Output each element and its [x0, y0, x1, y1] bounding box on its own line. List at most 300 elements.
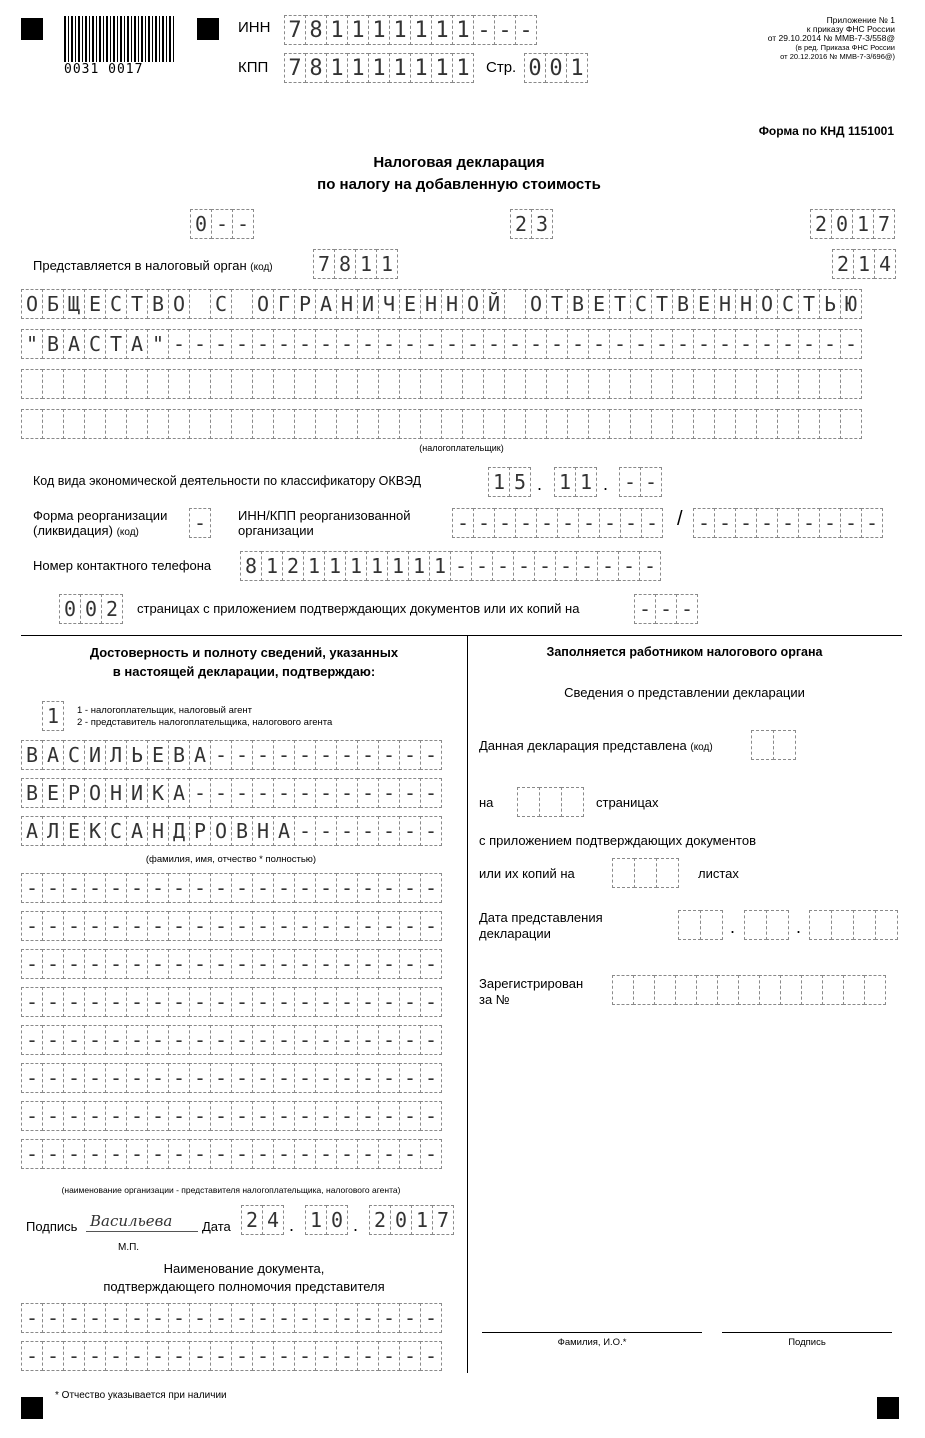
taxpayer-caption: (налогоплательщик) — [419, 443, 504, 453]
char-cell: - — [557, 508, 579, 538]
with-docs-label: с приложением подтверждающих документов — [479, 833, 756, 848]
char-cell: А — [126, 816, 148, 846]
char-cell — [756, 409, 778, 439]
char-cell: О — [756, 289, 778, 319]
char-cell: - — [357, 1101, 379, 1131]
char-cell — [252, 369, 274, 399]
char-cell: - — [189, 1025, 211, 1055]
char-cell: - — [819, 329, 841, 359]
char-cell: В — [42, 329, 64, 359]
char-cell — [773, 730, 796, 760]
char-cell: - — [21, 1025, 43, 1055]
char-cell: 1 — [566, 53, 588, 83]
char-cell: - — [357, 1139, 379, 1169]
char-cell: - — [210, 873, 232, 903]
char-cell: - — [168, 1025, 190, 1055]
char-cell: - — [630, 329, 652, 359]
char-cell: - — [294, 911, 316, 941]
signer-patronymic-field[interactable] — [21, 816, 441, 846]
char-cell — [315, 409, 337, 439]
char-cell: - — [655, 594, 677, 624]
tax-authority-code-field[interactable] — [313, 249, 397, 279]
char-cell: - — [471, 551, 493, 581]
char-cell: - — [378, 911, 400, 941]
char-cell: - — [84, 873, 106, 903]
char-cell: - — [294, 987, 316, 1017]
tax-office-heading: Заполняется работником налогового органа — [546, 645, 823, 659]
char-cell: - — [357, 1303, 379, 1333]
char-cell: В — [672, 289, 694, 319]
char-cell: - — [105, 1303, 127, 1333]
char-cell: 1 — [368, 15, 390, 45]
confirm-heading-2: в настоящей декларации, подтверждаю: — [112, 664, 376, 679]
char-cell: - — [21, 1063, 43, 1093]
corner-mark-top-left — [21, 18, 43, 40]
char-cell: - — [252, 911, 274, 941]
char-cell: 1 — [410, 15, 432, 45]
char-cell: 0 — [59, 594, 81, 624]
reorg-form-label-2: (ликвидация) (код) — [33, 523, 139, 538]
pages-count-field[interactable] — [59, 594, 122, 624]
signer-code-field[interactable] — [42, 701, 63, 731]
char-cell — [189, 409, 211, 439]
char-cell — [525, 409, 547, 439]
char-cell — [630, 409, 652, 439]
char-cell: - — [378, 949, 400, 979]
char-cell: - — [515, 15, 537, 45]
submitted-code-field[interactable] — [751, 730, 795, 760]
char-cell — [693, 369, 715, 399]
char-cell: - — [378, 778, 400, 808]
char-cell: - — [126, 987, 148, 1017]
char-cell: - — [273, 911, 295, 941]
char-cell: 0 — [190, 209, 212, 239]
char-cell: 8 — [305, 53, 327, 83]
char-cell: Н — [735, 289, 757, 319]
char-cell: - — [315, 949, 337, 979]
org-name-line-2[interactable] — [21, 911, 441, 941]
char-cell: 1 — [326, 53, 348, 83]
char-cell: - — [63, 1063, 85, 1093]
char-cell — [147, 409, 169, 439]
char-cell: - — [84, 1341, 106, 1371]
taxpayer-name-line-2[interactable] — [21, 329, 861, 359]
char-cell: 7 — [432, 1205, 454, 1235]
char-cell: - — [63, 1139, 85, 1169]
char-cell: - — [578, 508, 600, 538]
char-cell: В — [21, 740, 43, 770]
char-cell: - — [315, 1341, 337, 1371]
char-cell: - — [168, 1303, 190, 1333]
char-cell: 1 — [554, 467, 576, 497]
char-cell: - — [399, 987, 421, 1017]
char-cell: - — [452, 508, 474, 538]
char-cell: В — [231, 816, 253, 846]
char-cell: - — [42, 911, 64, 941]
char-cell: - — [189, 1139, 211, 1169]
sheets-count-field[interactable] — [634, 594, 697, 624]
char-cell: - — [473, 15, 495, 45]
char-cell — [399, 369, 421, 399]
char-cell: - — [315, 1063, 337, 1093]
char-cell: 1 — [345, 551, 367, 581]
char-cell — [378, 369, 400, 399]
okved-dot-1: . — [537, 474, 543, 494]
char-cell: - — [336, 1101, 358, 1131]
char-cell — [357, 409, 379, 439]
char-cell: - — [84, 1139, 106, 1169]
char-cell — [819, 369, 841, 399]
char-cell: - — [420, 329, 442, 359]
annex-line: от 20.12.2016 № ММВ-7-3/696@) — [780, 52, 895, 61]
char-cell — [609, 369, 631, 399]
char-cell: - — [210, 949, 232, 979]
char-cell: - — [273, 873, 295, 903]
char-cell: - — [126, 1341, 148, 1371]
registration-number-field[interactable] — [612, 975, 885, 1005]
char-cell: - — [336, 1139, 358, 1169]
char-cell: - — [676, 594, 698, 624]
char-cell: А — [21, 816, 43, 846]
char-cell: - — [336, 816, 358, 846]
char-cell — [819, 409, 841, 439]
correction-number-field[interactable] — [190, 209, 253, 239]
char-cell: 4 — [262, 1205, 284, 1235]
submission-date-dot-2: . — [796, 917, 802, 937]
char-cell: - — [336, 778, 358, 808]
char-cell — [336, 369, 358, 399]
fio-line — [482, 1332, 702, 1333]
taxpayer-name-line-1[interactable] — [21, 289, 861, 319]
char-cell: - — [105, 1025, 127, 1055]
char-cell: 1 — [410, 53, 432, 83]
char-cell: - — [252, 949, 274, 979]
char-cell: - — [147, 1303, 169, 1333]
char-cell — [756, 369, 778, 399]
char-cell: - — [576, 551, 598, 581]
char-cell: - — [756, 508, 778, 538]
char-cell: 1 — [347, 53, 369, 83]
char-cell: - — [210, 1139, 232, 1169]
char-cell: - — [357, 949, 379, 979]
char-cell: 2 — [282, 551, 304, 581]
authority-doc-line-2[interactable] — [21, 1341, 441, 1371]
char-cell: - — [84, 1025, 106, 1055]
char-cell: - — [210, 1303, 232, 1333]
char-cell: - — [231, 1025, 253, 1055]
char-cell: О — [252, 289, 274, 319]
char-cell: - — [420, 816, 442, 846]
char-cell: Е — [63, 816, 85, 846]
char-cell: - — [357, 911, 379, 941]
char-cell: - — [399, 1101, 421, 1131]
char-cell: - — [105, 987, 127, 1017]
char-cell: - — [273, 987, 295, 1017]
char-cell: - — [336, 949, 358, 979]
char-cell: - — [336, 329, 358, 359]
corner-mark-bottom-right — [877, 1397, 899, 1419]
char-cell: 2 — [810, 209, 832, 239]
office-sheets-field[interactable] — [612, 858, 678, 888]
char-cell: - — [189, 911, 211, 941]
kpp-field[interactable] — [284, 53, 473, 83]
char-cell: - — [231, 911, 253, 941]
char-cell: - — [534, 551, 556, 581]
org-name-line-3[interactable] — [21, 949, 441, 979]
char-cell: - — [126, 911, 148, 941]
char-cell — [539, 787, 562, 817]
okved-label: Код вида экономической деятельности по классификатору ОКВЭД — [33, 474, 422, 488]
char-cell: - — [168, 987, 190, 1017]
reporting-year-field[interactable] — [810, 209, 894, 239]
char-cell: - — [252, 987, 274, 1017]
char-cell: 1 — [389, 15, 411, 45]
char-cell — [735, 369, 757, 399]
char-cell: - — [84, 949, 106, 979]
char-cell — [612, 975, 634, 1005]
officer-signature-caption: Подпись — [788, 1337, 826, 1348]
char-cell: - — [378, 987, 400, 1017]
char-cell: - — [21, 1341, 43, 1371]
char-cell: Н — [714, 289, 736, 319]
char-cell: - — [168, 1063, 190, 1093]
char-cell: С — [105, 816, 127, 846]
taxpayer-name-line-3[interactable] — [21, 369, 861, 399]
char-cell — [717, 975, 739, 1005]
char-cell — [798, 409, 820, 439]
char-cell: 1 — [387, 551, 409, 581]
char-cell — [294, 369, 316, 399]
authority-doc-line-1[interactable] — [21, 1303, 441, 1333]
org-name-line-4[interactable] — [21, 987, 441, 1017]
char-cell — [798, 369, 820, 399]
char-cell: - — [294, 1101, 316, 1131]
char-cell: - — [315, 1303, 337, 1333]
org-name-line-6[interactable] — [21, 1063, 441, 1093]
char-cell: - — [618, 551, 640, 581]
reorg-kpp-field[interactable] — [693, 508, 882, 538]
annex-line: от 29.10.2014 № ММВ-7-3/558@ — [767, 33, 895, 43]
char-cell: 1 — [452, 15, 474, 45]
char-cell: Т — [609, 289, 631, 319]
inn-field[interactable] — [284, 15, 536, 45]
char-cell: 1 — [261, 551, 283, 581]
char-cell — [714, 409, 736, 439]
char-cell — [42, 369, 64, 399]
char-cell: А — [42, 740, 64, 770]
char-cell: - — [84, 987, 106, 1017]
char-cell: - — [210, 1063, 232, 1093]
char-cell: - — [21, 1139, 43, 1169]
char-cell: 8 — [305, 15, 327, 45]
char-cell: - — [378, 1341, 400, 1371]
char-cell: - — [189, 1341, 211, 1371]
section-divider — [21, 635, 902, 636]
taxpayer-name-line-4[interactable] — [21, 409, 861, 439]
char-cell: - — [420, 873, 442, 903]
char-cell: - — [693, 508, 715, 538]
char-cell — [759, 975, 781, 1005]
char-cell: - — [273, 1303, 295, 1333]
corner-mark-top-center — [197, 18, 219, 40]
char-cell — [462, 369, 484, 399]
signer-surname-field[interactable] — [21, 740, 441, 770]
org-name-line-7[interactable] — [21, 1101, 441, 1131]
location-code-field[interactable] — [832, 249, 895, 279]
tax-period-field[interactable] — [510, 209, 552, 239]
char-cell — [546, 369, 568, 399]
reorg-form-label-1: Форма реорганизации — [33, 508, 168, 523]
char-cell: - — [294, 778, 316, 808]
sign-date-dot-2: . — [353, 1215, 359, 1235]
char-cell: - — [147, 1341, 169, 1371]
char-cell: 1 — [431, 53, 453, 83]
char-cell — [399, 409, 421, 439]
char-cell: - — [210, 329, 232, 359]
char-cell: 1 — [305, 1205, 327, 1235]
char-cell: - — [84, 911, 106, 941]
char-cell: - — [515, 508, 537, 538]
okved-field-b[interactable] — [554, 467, 596, 497]
submission-date-year[interactable] — [809, 910, 897, 940]
char-cell: - — [252, 740, 274, 770]
okved-field-c[interactable] — [619, 467, 661, 497]
char-cell: - — [105, 1139, 127, 1169]
char-cell: 2 — [101, 594, 123, 624]
kpp-label: КПП — [238, 59, 269, 76]
org-name-line-8[interactable] — [21, 1139, 441, 1169]
char-cell: - — [147, 1101, 169, 1131]
char-cell: - — [840, 508, 862, 538]
char-cell: - — [273, 778, 295, 808]
char-cell: - — [399, 816, 421, 846]
char-cell: - — [315, 740, 337, 770]
page-number-field[interactable] — [524, 53, 587, 83]
char-cell: - — [189, 778, 211, 808]
char-cell: - — [399, 1063, 421, 1093]
char-cell: - — [21, 949, 43, 979]
char-cell — [656, 858, 679, 888]
reorg-inn-field[interactable] — [452, 508, 662, 538]
org-name-line-1[interactable] — [21, 873, 441, 903]
char-cell — [441, 369, 463, 399]
char-cell: - — [420, 1303, 442, 1333]
char-cell — [105, 369, 127, 399]
char-cell: - — [357, 1063, 379, 1093]
char-cell — [189, 289, 211, 319]
char-cell: - — [378, 329, 400, 359]
registered-label-2: за № — [479, 992, 510, 1007]
char-cell: - — [210, 778, 232, 808]
char-cell: - — [777, 508, 799, 538]
char-cell: 1 — [355, 249, 377, 279]
reorg-slash: / — [677, 508, 683, 530]
signer-option-2: 2 - представитель налогоплательщика, налогового агента — [77, 717, 333, 728]
sheets-label: листах — [698, 866, 739, 881]
sign-date-month[interactable] — [305, 1205, 347, 1235]
char-cell — [294, 409, 316, 439]
char-cell — [252, 409, 274, 439]
char-cell: Н — [420, 289, 442, 319]
char-cell: - — [252, 1101, 274, 1131]
okved-field-a[interactable] — [488, 467, 530, 497]
submission-date-month[interactable] — [744, 910, 788, 940]
char-cell: - — [42, 1101, 64, 1131]
char-cell — [777, 409, 799, 439]
char-cell: - — [84, 1063, 106, 1093]
char-cell: - — [735, 329, 757, 359]
char-cell: - — [252, 778, 274, 808]
char-cell: - — [336, 1063, 358, 1093]
org-name-line-5[interactable] — [21, 1025, 441, 1055]
char-cell: - — [21, 1303, 43, 1333]
char-cell: - — [168, 1341, 190, 1371]
char-cell — [273, 369, 295, 399]
char-cell: - — [399, 1025, 421, 1055]
char-cell: С — [777, 289, 799, 319]
char-cell: - — [189, 987, 211, 1017]
submission-date-day[interactable] — [678, 910, 722, 940]
char-cell: - — [420, 1025, 442, 1055]
char-cell: 3 — [531, 209, 553, 239]
sign-date-day[interactable] — [241, 1205, 283, 1235]
reorg-form-field[interactable] — [189, 508, 210, 538]
char-cell: - — [189, 329, 211, 359]
reorg-inn-label-2: организации — [238, 523, 314, 538]
char-cell: - — [294, 329, 316, 359]
char-cell: - — [639, 551, 661, 581]
char-cell: - — [210, 740, 232, 770]
char-cell: А — [273, 816, 295, 846]
confirm-heading-1: Достоверность и полноту сведений, указанных — [89, 645, 399, 660]
char-cell: - — [861, 508, 883, 538]
char-cell — [567, 409, 589, 439]
phone-field[interactable] — [240, 551, 660, 581]
char-cell: 1 — [324, 551, 346, 581]
officer-signature-line — [722, 1332, 892, 1333]
char-cell: - — [294, 949, 316, 979]
char-cell — [126, 409, 148, 439]
column-divider — [467, 635, 468, 1373]
char-cell: - — [126, 1303, 148, 1333]
char-cell: В — [168, 740, 190, 770]
sign-date-year[interactable] — [369, 1205, 453, 1235]
char-cell: 1 — [429, 551, 451, 581]
char-cell: - — [399, 329, 421, 359]
char-cell: - — [473, 508, 495, 538]
char-cell: - — [609, 329, 631, 359]
char-cell: 0 — [831, 209, 853, 239]
char-cell: - — [63, 1025, 85, 1055]
char-cell: В — [567, 289, 589, 319]
char-cell: - — [63, 949, 85, 979]
char-cell: - — [126, 873, 148, 903]
char-cell: - — [378, 1025, 400, 1055]
char-cell: - — [189, 1063, 211, 1093]
office-pages-field[interactable] — [517, 787, 583, 817]
footnote: * Отчество указывается при наличии — [55, 1390, 227, 1401]
char-cell: Щ — [63, 289, 85, 319]
signer-firstname-field[interactable] — [21, 778, 441, 808]
char-cell — [672, 369, 694, 399]
char-cell — [738, 975, 760, 1005]
char-cell — [126, 369, 148, 399]
char-cell: Л — [42, 816, 64, 846]
char-cell: Т — [651, 289, 673, 319]
char-cell — [315, 369, 337, 399]
char-cell: - — [378, 816, 400, 846]
char-cell: И — [84, 740, 106, 770]
